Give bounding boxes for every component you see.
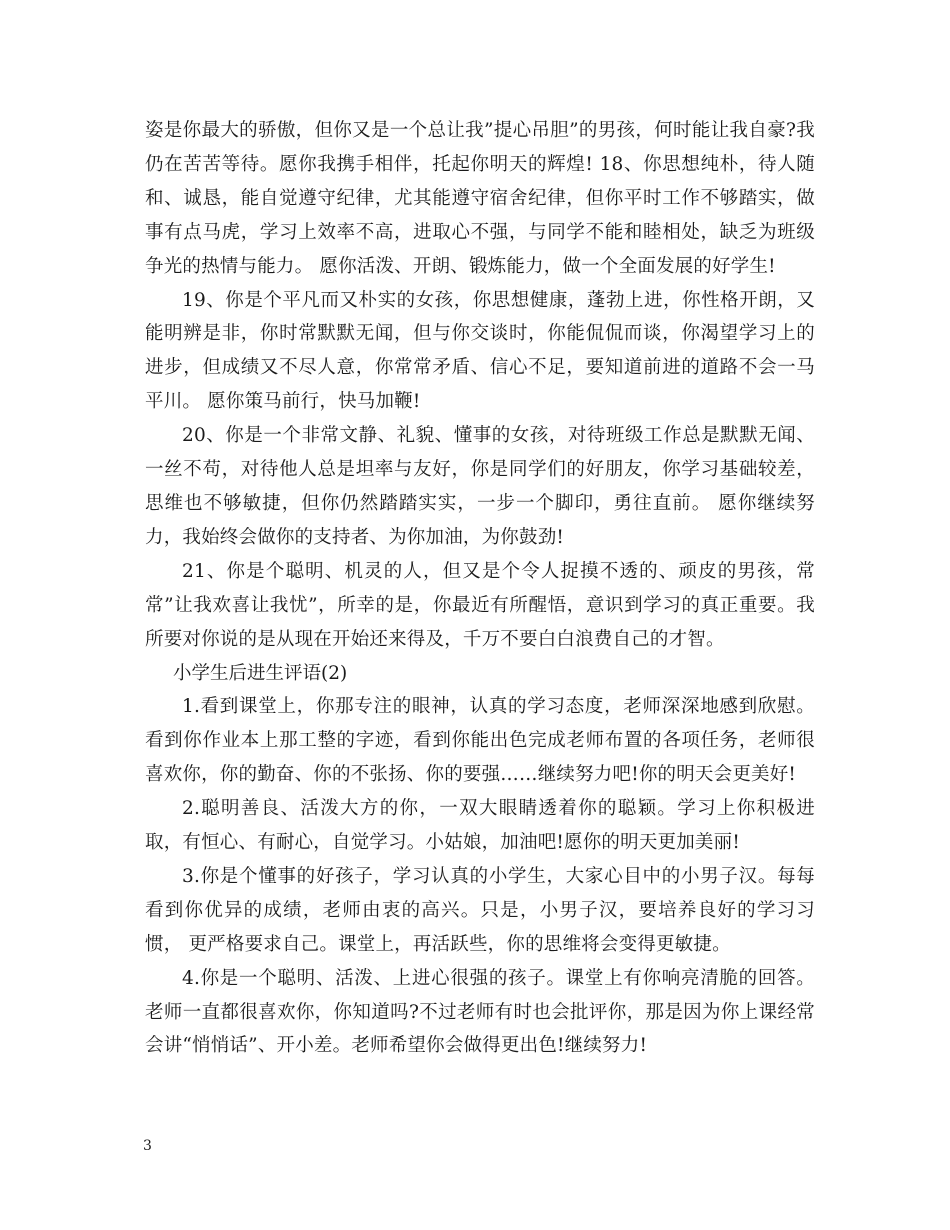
paragraph-20: 20、你是一个非常文静、礼貌、懂事的女孩，对待班级工作总是默默无闻、一丝不苟，对待他人总是坦率与友好，你是同学们的好朋友，你学习基础较差，思维也不够敏捷，但你仍然踏踏实实，一步一个脚印，勇往直前。 愿你继续努力，我始终会做你的支持者、为你加油，为你鼓劲! bbox=[145, 425, 815, 548]
paragraph-21: 21、你是个聪明、机灵的人，但又是个令人捉摸不透的、顽皮的男孩，常常”让我欢喜让我忧”，所幸的是，你最近有所醒悟，意识到学习的真正重要。我所要对你说的是从现在开始还来得及，千万不要白白浪费自己的才智。 bbox=[145, 560, 815, 650]
list-item-3: 3.你是个懂事的好孩子，学习认真的小学生，大家心目中的小男子汉。每每看到你优异的成绩，老师由衷的高兴。只是，小男子汉，要培养良好的学习习惯， 更严格要求自己。课堂上，再活跃些，你的思维将会变得更敏捷。 bbox=[145, 865, 815, 955]
list-item-4: 4.你是一个聪明、活泼、上进心很强的孩子。课堂上有你响亮清脆的回答。老师一直都很喜欢你，你知道吗?不过老师有时也会批评你，那是因为你上课经常会讲“悄悄话”、开小差。老师希望你会做得更出色!继续努力! bbox=[145, 967, 815, 1057]
page-number: 3 bbox=[143, 1138, 152, 1154]
document-body bbox=[145, 114, 815, 1063]
paragraph-19: 19、你是个平凡而又朴实的女孩，你思想健康，蓬勃上进，你性格开朗，又能明辨是非，你时常默默无闻，但与你交谈时，你能侃侃而谈，你渴望学习上的进步，但成绩又不尽人意，你常常矛盾、信心不足，要知道前进的道路不会一马平川。 愿你策马前行，快马加鞭! bbox=[145, 289, 815, 413]
list-item-1: 1.看到课堂上，你那专注的眼神，认真的学习态度，老师深深地感到欣慰。看到你作业本上那工整的字迹，看到你能出色完成老师布置的各项任务，老师很喜欢你，你的勤奋、你的不张扬、你的要强……继续努力吧!你的明天会更美好! bbox=[145, 696, 815, 786]
list-item-2: 2.聪明善良、活泼大方的你，一双大眼睛透着你的聪颖。学习上你积极进取，有恒心、有耐心，自觉学习。小姑娘，加油吧!愿你的明天更加美丽! bbox=[145, 798, 815, 854]
section-title: 小学生后进生评语(2) bbox=[173, 662, 348, 684]
paragraph-continuation: 姿是你最大的骄傲，但你又是一个总让我”提心吊胆”的男孩，何时能让我自豪?我仍在苦苦等待。愿你我携手相伴，托起你明天的辉煌! 18、你思想纯朴，待人随和、诚恳，能自觉遵守纪律，尤其能遵守宿舍纪律，但你平时工作不够踏实，做事有点马虎，学习上效率不高，进取心不强，与同学不能和睦相处，缺乏为班级争光的热情与能力。 愿你活泼、开朗、锻炼能力，做一个全面发展的好学生! bbox=[145, 120, 815, 277]
